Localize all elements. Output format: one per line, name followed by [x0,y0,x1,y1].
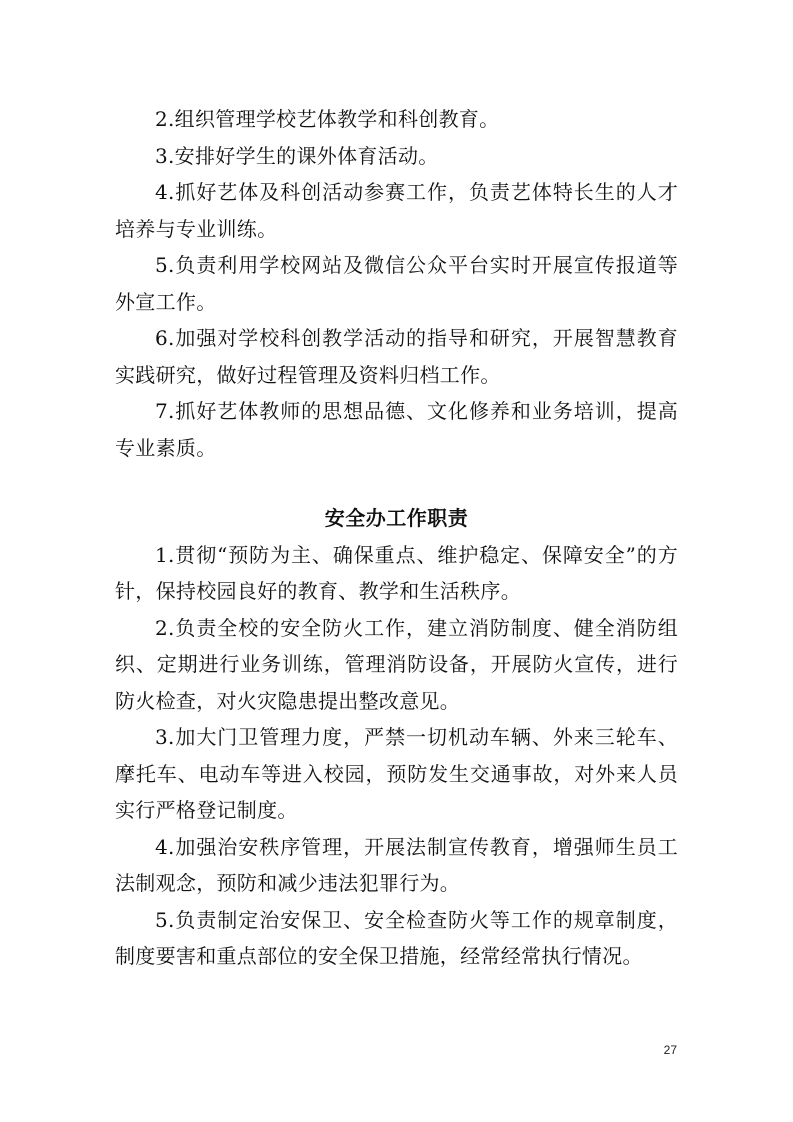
paragraph-item-3: 3.安排好学生的课外体育活动。 [155,143,439,168]
paragraph-item-2: 2.组织管理学校艺体教学和科创教育。 [155,107,500,131]
safety-item-5: 5.负责制定治安保卫、安全检查防火等工作的规章制度，制度要害和重点部位的安全保卫措施，经常经常执行情况。 [115,907,678,968]
paragraph-item-6: 6.加强对学校科创教学活动的指导和研究，开展智慧教育实践研究，做好过程管理及资料归档工作。 [115,326,678,387]
section-title: 安全办工作职责 [324,506,469,530]
document-body [115,101,678,975]
safety-item-2: 2.负责全校的安全防火工作，建立消防制度、健全消防组织、定期进行业务训练，管理消防设备，开展防火宣传，进行防火检查，对火灾隐患提出整改意见。 [115,615,678,713]
page-number: 27 [663,1043,677,1057]
safety-item-1: 1.贯彻“预防为主、确保重点、维护稳定、保障安全”的方针，保持校园良好的教育、教学和生活秩序。 [115,542,678,603]
paragraph-item-4: 4.抓好艺体及科创活动参赛工作，负责艺体特长生的人才培养与专业训练。 [115,180,678,241]
safety-item-4: 4.加强治安秩序管理，开展法制宣传教育，增强师生员工法制观念，预防和减少违法犯罪行为。 [115,834,678,895]
safety-item-3: 3.加大门卫管理力度，严禁一切机动车辆、外来三轮车、摩托车、电动车等进入校园，预防发生交通事故，对外来人员实行严格登记制度。 [115,725,678,822]
paragraph-item-5: 5.负责利用学校网站及微信公众平台实时开展宣传报道等外宣工作。 [115,253,678,314]
paragraph-item-7: 7.抓好艺体教师的思想品德、文化修养和业务培训，提高专业素质。 [115,399,678,460]
section-spacer [115,466,678,500]
